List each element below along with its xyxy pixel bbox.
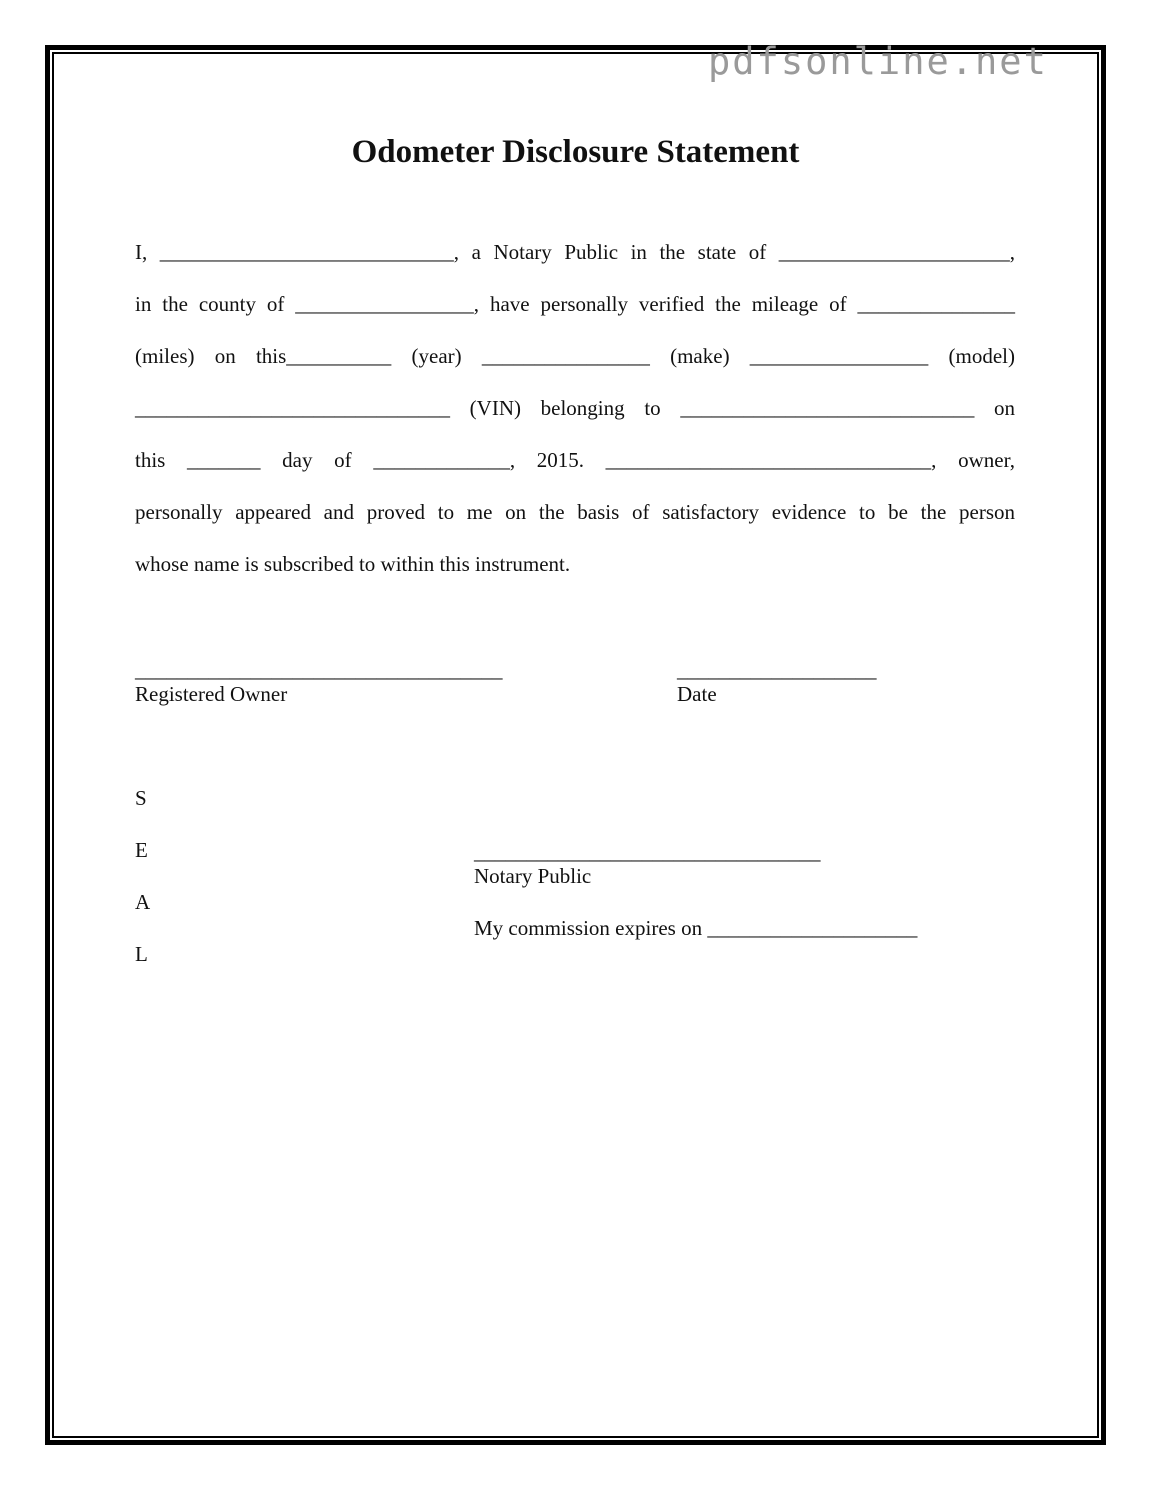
owner-signature-label: Registered Owner bbox=[135, 682, 288, 706]
seal-letter-e: E bbox=[135, 838, 148, 862]
paragraph-line-7: whose name is subscribed to within this instrument. bbox=[135, 552, 571, 576]
paragraph-line-1: I, ____________________________, a Notary Public in the state of ______________________, bbox=[135, 240, 1015, 264]
seal-letter-s: S bbox=[135, 786, 147, 810]
paragraph-line-2: in the county of _________________, have personally verified the mileage of _______________ bbox=[135, 292, 1015, 316]
notary-signature-label: Notary Public bbox=[474, 864, 592, 888]
owner-signature-line: ___________________________________ bbox=[135, 658, 503, 682]
notary-signature-line: _________________________________ bbox=[474, 840, 821, 864]
paragraph-line-3: (miles) on this__________ (year) ________________ (make) _________________ (model) bbox=[135, 344, 1015, 368]
commission-expiry-line: My commission expires on ____________________ bbox=[474, 916, 918, 940]
seal-letter-a: A bbox=[135, 890, 151, 914]
date-signature-label: Date bbox=[677, 682, 717, 706]
watermark: pdfsonline.net bbox=[708, 40, 1048, 83]
seal-letter-l: L bbox=[135, 942, 148, 966]
paragraph-line-4: ______________________________ (VIN) belonging to ____________________________ on bbox=[135, 396, 1015, 420]
paragraph-line-6: personally appeared and proved to me on the basis of satisfactory evidence to be the person bbox=[135, 500, 1015, 524]
paragraph-line-5: this _______ day of _____________, 2015. _______________________________, owner, bbox=[135, 448, 1015, 472]
document-title: Odometer Disclosure Statement bbox=[351, 134, 800, 170]
date-signature-line: ___________________ bbox=[677, 658, 877, 682]
